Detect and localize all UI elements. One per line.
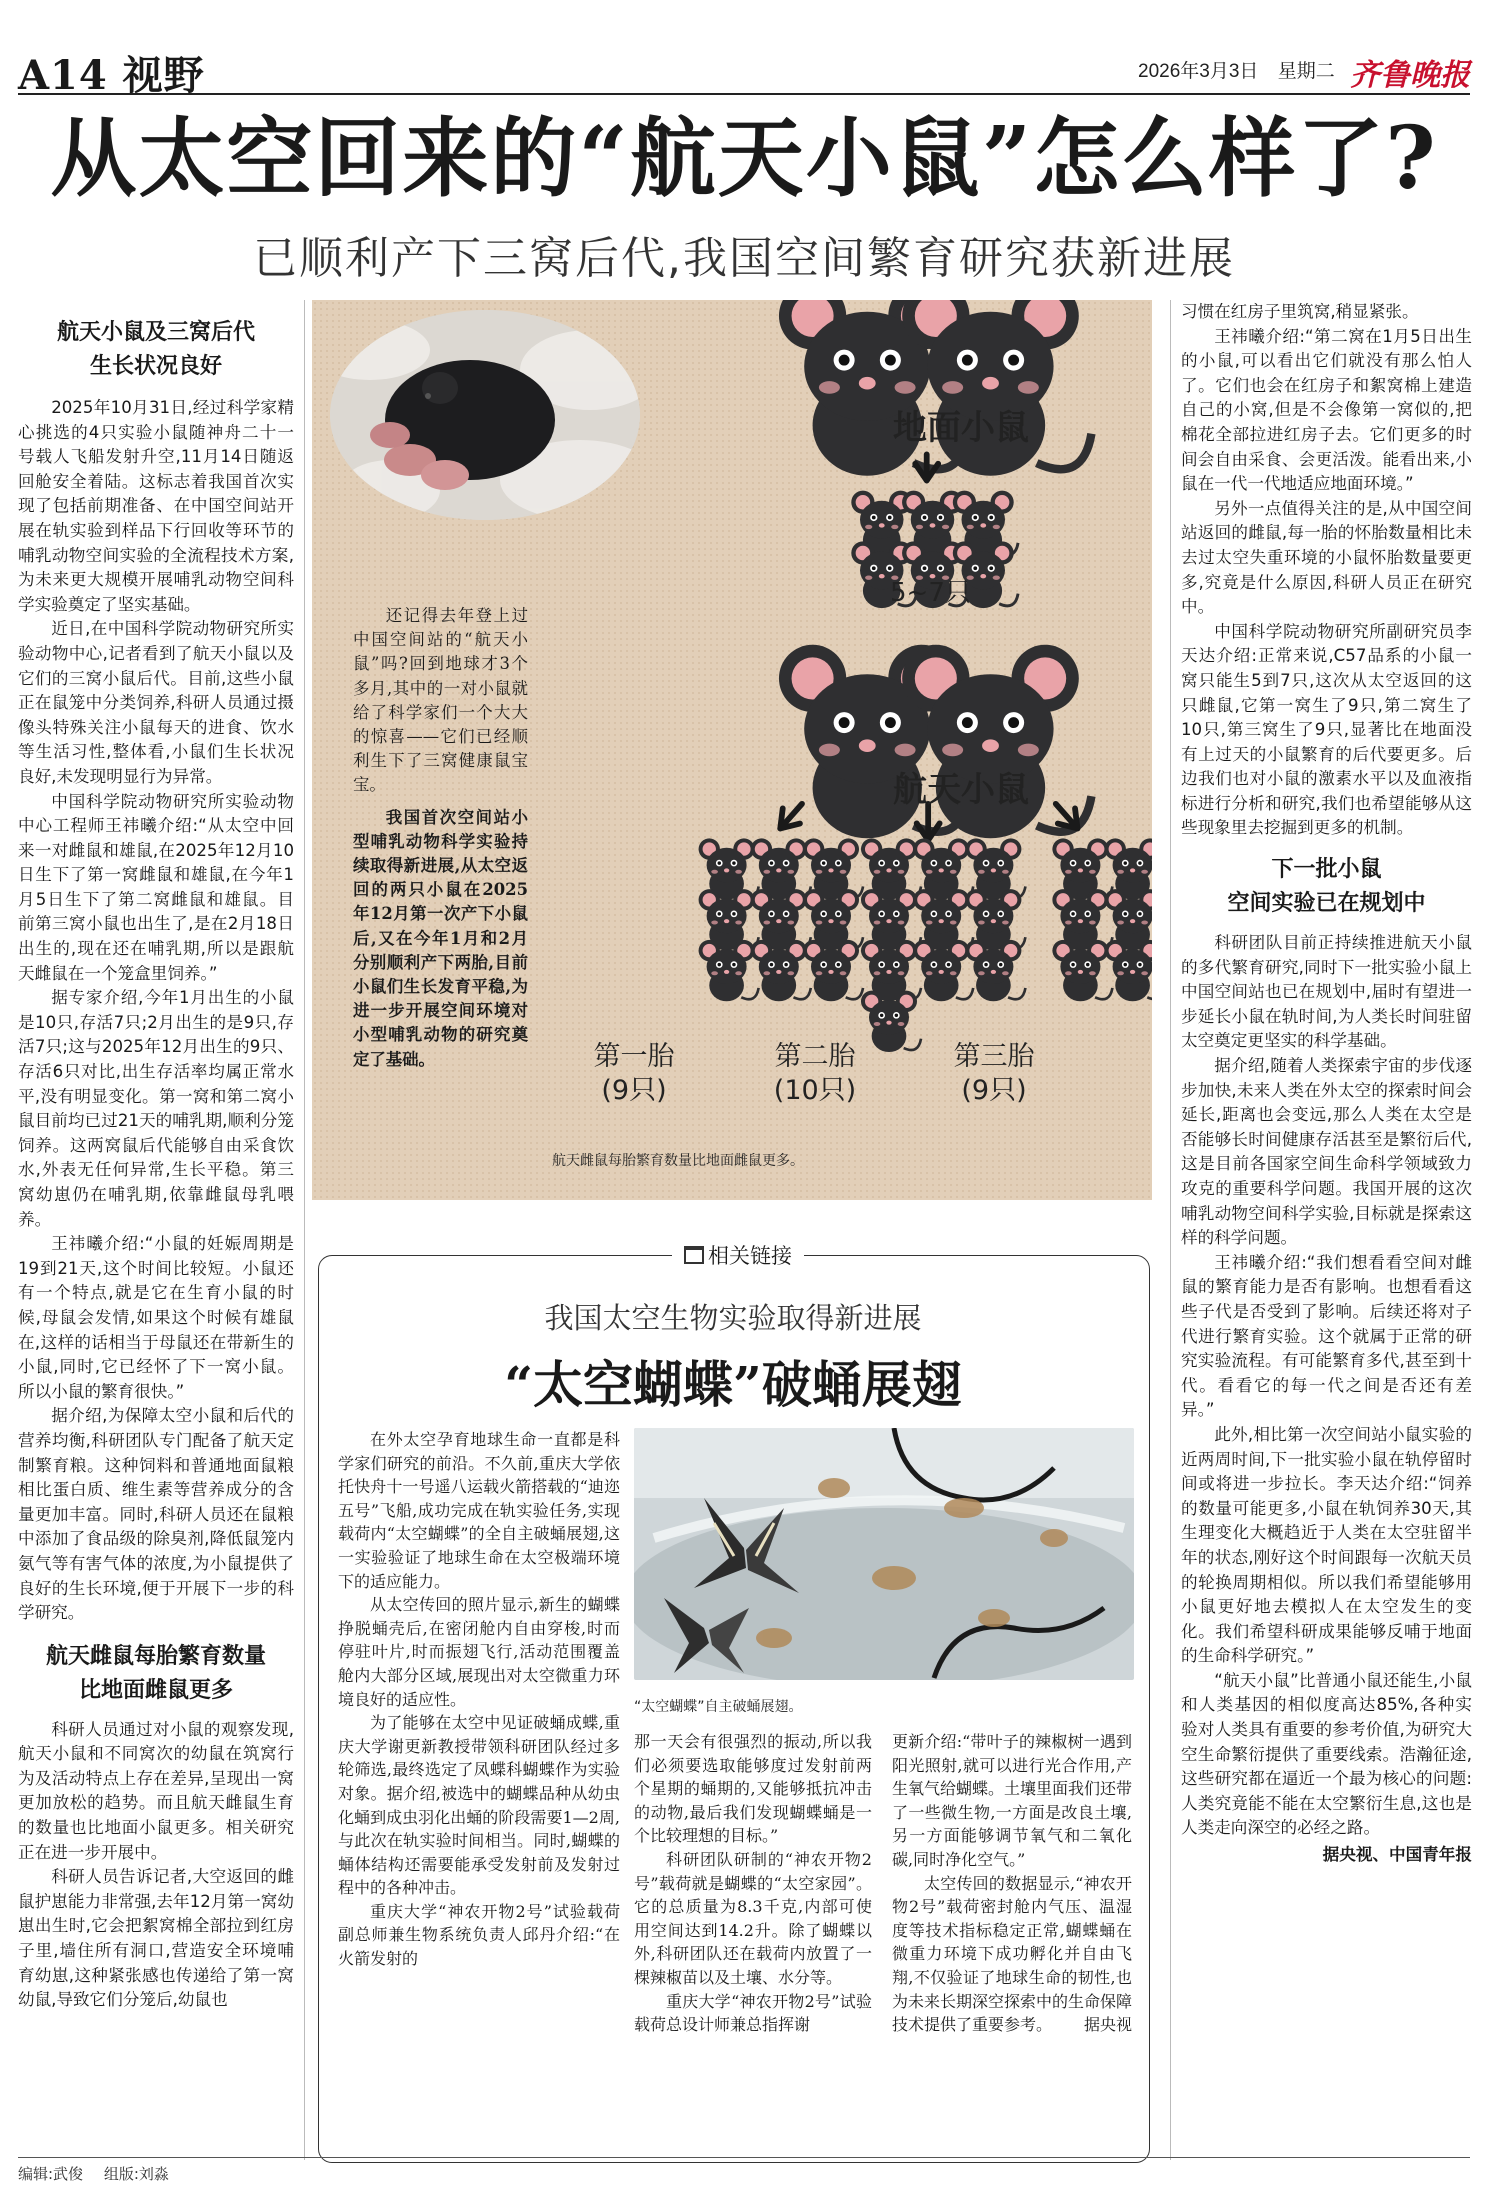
box-col-3: 更新介绍:“带叶子的辣椒树一遇到阳光照射,就可以进行光合作用,产生氧气给蝴蝶。土壤里面我们还带了一些微生物,一方面是改良土壤,另一方面能够调节氧气和二氧化碳,同时净化空气。” 太空传回的数据显示,“神农开物2号”载荷密封舱内气压、温湿度等技术指标稳定正常,蝴蝶蛹在微重力环境下成功孵化并自由飞翔,不仅验证了地球生命的韧性,也为未来长期深空探索中的生命保障技术提供了重要参考。 据央视 [892,1730,1132,2037]
page-section-label: A14 视野 [18,52,205,99]
right-source: 据央视、中国青年报 [1322,1845,1472,1865]
issue-date: 2026年3月3日 [1138,61,1259,83]
ground-mice-label: 地面小鼠 [893,408,1029,448]
box-subtitle: 我国太空生物实验取得新进展 [544,1301,922,1335]
box-title: “太空蝴蝶”破蛹展翅 [504,1355,962,1414]
ground-mice-range: 5~7只 [890,578,971,608]
issue-weekday: 星期二 [1277,61,1335,83]
butterfly-photo-art [634,1428,1134,1680]
headline-title: 从太空回来的“航天小鼠”怎么样了? [50,108,1438,209]
space-arrow-left [780,804,802,829]
column-divider-left [304,300,305,2160]
ground-mouse-male [902,300,1091,476]
left-section-heading-2: 航天雌鼠每胎繁育数量 比地面雌鼠更多 [45,1643,266,1703]
left-section-heading-1: 航天小鼠及三窝后代 生长状况良好 [56,320,255,379]
right-body-1: 习惯在红房子里筑窝,稍显紧张。 王祎曦介绍:“第二窝在1月5日出生的小鼠,可以看出它们就没有那么怕人了。它们也会在红房子和絮窝棉上建造自己的小窝,但是不会像第一窝似的,把棉花全部拉进红房子去。它们更多的时间会自由采食、会更活泼。能看出来,小鼠在一代一代地适应地面环境。” 另外一点值得关注的是,从中国空间站返回的雌鼠,每一胎的怀胎数量相比未去过太空失重环境的小鼠怀胎数量要更多,究竟是什么原因,科研人员正在研究中。 中国科学院动物研究所副研究员李天达介绍:正常来说,C57品系的小鼠一窝只能生5到7只,这次从太空返回的这只雌鼠,它第一窝生了9只,第二窝生了10只,第三窝生了9只,显著比在地面没有上过天的小鼠繁育的后代要更多。后边我们也对小鼠的激素水平以及血液指标进行分析和研究,我们也希望能够从这些现象里去挖掘到更多的机制。 [1181,302,1472,838]
space-arrow-right [1056,804,1078,829]
litter-label-1: 第一胎 (9只) [593,1041,675,1106]
paper-name: 齐鲁晚报 [1350,58,1470,93]
box-source: 据央视 [1083,2015,1132,2035]
litter-label-3: 第三胎 (9只) [953,1041,1035,1106]
graphic-intro-text: 还记得去年登上过中国空间站的“航天小鼠”吗?回到地球才3个多月,其中的一对小鼠就给了科学家们一个大大的惊喜——它们已经顺利生下了三窝健康鼠宝宝。 我国首次空间站小型哺乳动物科学实验持续取得新进展,从太空返回的两只小鼠在2025年12月第一次产下小鼠后,又在今年1月和2月分别顺利产下两胎,目前小鼠们生长发育平稳,为进一步开展空间环境对小型哺乳动物的研究奠定了基础。 [353,606,528,1069]
space-mice-label: 航天小鼠 [893,770,1029,810]
ground-arrow [915,454,938,480]
footer-layout: 组版:刘淼 [103,2165,169,2183]
left-column [18,316,294,2013]
headline-subtitle: 已顺利产下三窝后代,我国空间繁育研究获新进展 [253,233,1235,284]
right-body-2: 科研团队目前正持续推进航天小鼠的多代繁育研究,同时下一批实验小鼠上中国空间站也已在规划中,届时有望进一步延长小鼠在轨时间,为人类长时间驻留太空奠定更坚实的科学基础。 据介绍,随着人类探索宇宙的步伐逐步加快,未来人类在外太空的探索时间会延长,距离也会变远,那么人类在太空是否能够长时间健康存活甚至是繁衍后代,这是目前各国家空间生命科学领域致力攻克的重要科学问题。我国开展的这次哺乳动物空间科学实验,目标就是探索这样的科学问题。 王祎曦介绍:“我们想看看空间对雌鼠的繁育能力是否有影响。也想看看这些子代是否受到了影响。后续还将对子代进行繁育实验。这个就属于正常的研究实验流程。有可能繁育多代,甚至到十代。看看它的每一代之间是否还有差异。” 此外,相比第一次空间站小鼠实验的近两周时间,下一批实验小鼠在轨停留时间或将进一步拉长。李天达介绍:“饲养的数量可能更多,小鼠在轨饲养30天,其生理变化大概趋近于人类在太空驻留半年的状态,刚好这个时间跟每一次航天员的轮换周期相似。所以我们希望能够用小鼠更好地去模拟人在太空发生的变化。我们希望科研成果能够反哺于地面的生命科学研究。” “航天小鼠”比普通小鼠还能生,小鼠和人类基因的相似度高达85%,各种实验对人类具有重要的参考价值,为研究大空生命繁衍提供了重要线索。浩瀚征途,这些研究都在逼近一个最为核心的问题:人类究竟能不能在太空繁衍生息,这也是人类走向深空的必经之路。 [1181,933,1472,1838]
column-divider-right [1170,300,1171,2160]
graphic-caption: 航天雌鼠每胎繁育数量比地面雌鼠更多。 [552,1153,804,1169]
header-rule [18,93,1470,95]
box-col-2: 那一天会有很强烈的振动,所以我们必须要选取能够度过发射前两个星期的蛹期的,又能够抵抗冲击的动物,最后我们发现蝴蝶蛹是一个比较理想的目标。” 科研团队研制的“神农开物2号”载荷就是蝴蝶的“太空家园”。它的总质量为8.3千克,内部可使用空间达到14.2升。除了蝴蝶以外,科研团队还在载荷内放置了一棵辣椒苗以及土壤、水分等。 重庆大学“神农开物2号”试验载荷总设计师兼总指挥谢 [634,1732,872,2035]
box-icon [684,1246,704,1264]
footer-rule [18,2157,1470,2158]
related-link-tag: 相关链接 [672,1240,804,1270]
right-column [1181,300,1472,1868]
left-body-2: 科研人员通过对小鼠的观察发现,航天小鼠和不同窝次的幼鼠在筑窝行为及活动特点上存在差异,呈现出一窝更加放松的趋势。而且航天雌鼠生育的数量也比地面小鼠更多。相关研究正在进一步开展中。 科研人员告诉记者,大空返回的雌鼠护崽能力非常强,去年12月第一窝幼崽出生时,它会把絮窝棉全部拉到红房子里,墙住所有洞口,营造安全环境哺育幼崽,这种紧张感也传递给了第一窝幼鼠,导致它们分笼后,幼鼠也 [18,1719,294,2010]
right-section-heading: 下一批小鼠 空间实验已在规划中 [1227,857,1426,917]
butterfly-photo [634,1428,1134,1680]
box-col-1: 在外太空孕育地球生命一直都是科学家们研究的前沿。不久前,重庆大学依托快舟十一号遥八运载火箭搭载的“迪迩五号”飞船,成功完成在轨实验任务,实现载荷内“太空蝴蝶”的全自主破蛹展翅,这一实验验证了地球生命在太空极端环境下的适应能力。 从太空传回的照片显示,新生的蝴蝶挣脱蛹壳后,在密闭舱内自由穿梭,时而停驻叶片,时而振翅飞行,活动范围覆盖舱内大部分区域,展现出对太空微重力环境良好的适应性。 为了能够在太空中见证破蛹成蝶,重庆大学谢更新教授带领科研团队经过多轮筛选,最终选定了凤蝶科蝴蝶作为实验对象。据介绍,被选中的蝴蝶品种从幼虫化蛹到成虫羽化出蛹的阶段需要1—2周,与此次在轨实验时间相当。同时,蝴蝶的蛹体结构还需要能承受发射前及发射过程中的各种冲击。 重庆大学“神农开物2号”试验载荷副总师兼生物系统负责人邱丹介绍:“在火箭发射的 [338,1430,620,1969]
footer-editor: 编辑:武俊 [18,2165,84,2183]
masthead [1138,50,1470,94]
left-body-1: 2025年10月31日,经过科学家精心挑选的4只实验小鼠随神舟二十一号载人飞船发射升空,11月14日随返回舱安全着陆。这标志着我国首次实现了包括前期准备、在中国空间站开展在轨实验到样品下行回收等环节的哺乳动物空间实验的全流程技术方案,为未来更大规模开展哺乳动物空间科学实验奠定了坚实基础。 近日,在中国科学院动物研究所实验动物中心,记者看到了航天小鼠以及它们的三窝小鼠后代。目前,这些小鼠正在鼠笼中分类饲养,科研人员通过摄像头特殊关注小鼠每天的进食、饮水等生活习性,整体看,小鼠们生长状况良好,未发现明显行为异常。 中国科学院动物研究所实验动物中心工程师王祎曦介绍:“从太空中回来一对雌鼠和雄鼠,在2025年12月10日生下了第一窝雌鼠和雄鼠,在今年1月5日生下了第二窝雌鼠和雄鼠。目前第三窝小鼠也出生了,是在2月18日出生的,现在还在哺乳期,所以是跟航天雌鼠在一个笼盒里饲养。” 据专家介绍,今年1月出生的小鼠是10只,存活7只;2月出生的是9只,存活7只;这与2025年12月出生的9只、存活6只对比,出生存活率均属正常水平,没有明显变化。第一窝和第二窝小鼠目前均已过21天的哺乳期,顺利分笼饲养。这两窝鼠后代能够自由采食饮水,外表无任何异常,生长平稳。第三窝幼崽仍在哺乳期,依靠雌鼠母乳喂养。 王祎曦介绍:“小鼠的妊娠周期是19到21天,这个时间比较短。小鼠还有一个特点,就是它在生育小鼠的时候,母鼠会发情,如果这个时候有雄鼠在,这样的话相当于母鼠还在带新生的小鼠,同时,它已经怀了下一窝小鼠。所以小鼠的繁育很快。” 据介绍,为保障太空小鼠和后代的营养均衡,科研团队专门配备了航天定制繁育粮。这种饲料和普通地面鼠粮相比蛋白质、维生素等营养成分的含量更加丰富。同时,科研人员还在鼠粮中添加了食品级的除臭剂,降低鼠笼内氨气等有害气体的浓度,为小鼠提供了良好的生长环境,便于开展下一步的科学研究。 [18,398,294,1623]
footer-credits [18,2163,169,2184]
litter-label-2: 第二胎 (10只) [773,1041,857,1106]
butterfly-photo-caption: “太空蝴蝶”自主破蛹展翅。 [634,1699,803,1715]
